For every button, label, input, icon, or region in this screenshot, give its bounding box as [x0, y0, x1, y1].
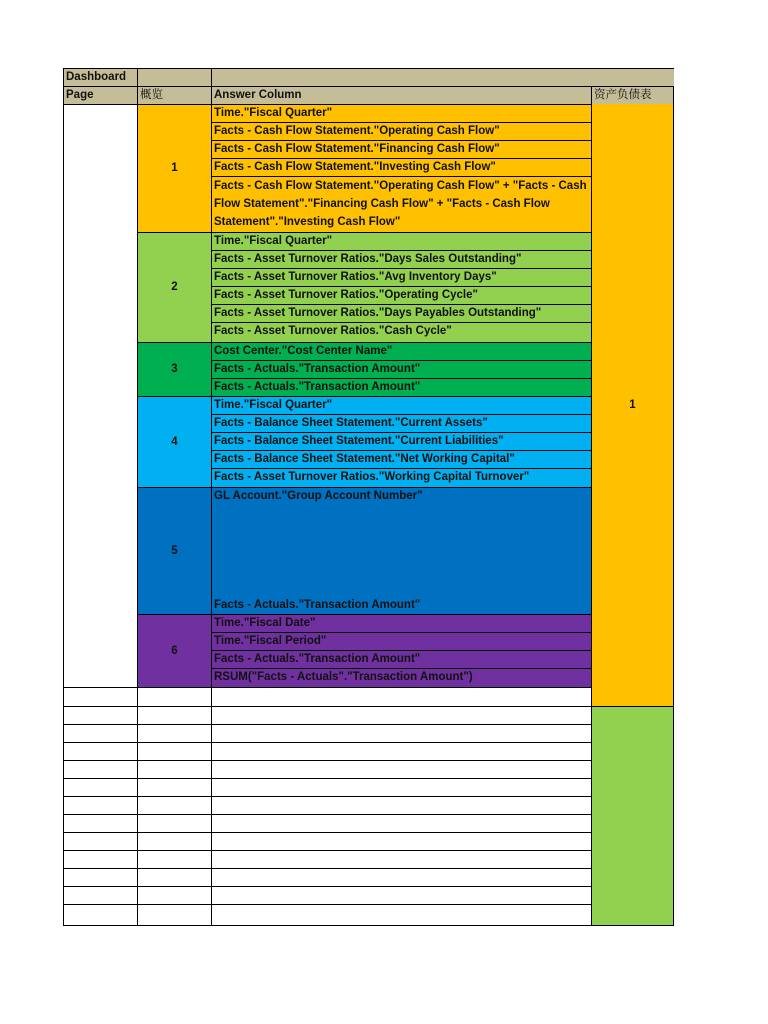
header-answer-column-cell[interactable]: [211, 86, 592, 105]
answer-row[interactable]: [211, 158, 592, 177]
balance-sheet-value-cell[interactable]: [591, 104, 674, 707]
answer-text: Time."Fiscal Quarter": [214, 235, 333, 247]
balance-sheet-value: 1: [629, 398, 636, 411]
empty-row[interactable]: [63, 742, 592, 761]
page-column-cell[interactable]: [63, 104, 138, 688]
answer-text: Time."Fiscal Quarter": [214, 107, 333, 119]
page-label: Page: [66, 89, 94, 101]
answer-text: Facts - Asset Turnover Ratios."Days Sales Outstanding": [214, 253, 522, 265]
answer-text: Time."Fiscal Quarter": [214, 399, 333, 411]
answer-text: Facts - Balance Sheet Statement."Current Assets": [214, 417, 488, 429]
column-divider: [211, 687, 212, 926]
answer-text: Facts - Asset Turnover Ratios."Avg Inventory Days": [214, 271, 497, 283]
empty-row[interactable]: [63, 814, 592, 833]
answer-text: GL Account."Group Account Number": [214, 490, 423, 502]
group-5-number-cell[interactable]: [137, 487, 212, 615]
header-page-cell[interactable]: [63, 86, 138, 105]
empty-row[interactable]: [63, 724, 592, 743]
answer-text: Facts - Cash Flow Statement."Operating Cash Flow" + "Facts - Cash Flow Statement"."Financing Cash Flow" + "Facts - Cash Flow Statement"."Investing Cash Flow": [214, 180, 587, 228]
header-blank-cell-2[interactable]: [211, 68, 674, 87]
group-number: 1: [171, 162, 178, 174]
answer-row[interactable]: [211, 487, 592, 615]
balance-sheet-lower-cell[interactable]: [591, 706, 674, 926]
group-number: 3: [171, 363, 178, 375]
answer-text: Facts - Asset Turnover Ratios."Days Payables Outstanding": [214, 307, 542, 319]
answer-row[interactable]: [211, 268, 592, 287]
empty-row[interactable]: [63, 796, 592, 815]
answer-text: Facts - Asset Turnover Ratios."Cash Cycle": [214, 325, 452, 337]
empty-row[interactable]: [63, 778, 592, 797]
answer-text: Facts - Cash Flow Statement."Operating Cash Flow": [214, 125, 500, 137]
answer-row[interactable]: [211, 286, 592, 305]
answer-text: Facts - Balance Sheet Statement."Net Working Capital": [214, 453, 515, 465]
group-number: 5: [171, 544, 178, 557]
answer-row[interactable]: [211, 176, 592, 233]
answer-text: Facts - Actuals."Transaction Amount": [214, 363, 421, 375]
header-balance-sheet-cell[interactable]: [591, 86, 674, 105]
answer-row[interactable]: [211, 414, 592, 433]
group-2-number-cell[interactable]: [137, 232, 212, 343]
empty-row[interactable]: [63, 760, 592, 779]
empty-row[interactable]: [63, 850, 592, 869]
header-overview-cell[interactable]: [137, 86, 212, 105]
answer-text: Facts - Cash Flow Statement."Financing Cash Flow": [214, 143, 500, 155]
balance-sheet-label: 资产负债表: [594, 89, 652, 101]
answer-row[interactable]: [211, 232, 592, 251]
answer-row[interactable]: [211, 396, 592, 415]
answer-row[interactable]: [211, 104, 592, 123]
answer-row[interactable]: [211, 450, 592, 469]
empty-row[interactable]: [63, 706, 592, 725]
answer-row[interactable]: [211, 322, 592, 343]
answer-row[interactable]: [211, 140, 592, 159]
answer-text: Facts - Balance Sheet Statement."Current Liabilities": [214, 435, 504, 447]
header-dashboard-cell[interactable]: [63, 68, 138, 87]
dashboard-label: Dashboard: [66, 71, 127, 83]
answer-row[interactable]: [211, 614, 592, 633]
answer-text: Facts - Actuals."Transaction Amount": [214, 653, 421, 665]
overview-label: 概览: [140, 89, 163, 101]
empty-row[interactable]: [63, 904, 592, 926]
answer-row[interactable]: [211, 250, 592, 269]
group-number: 6: [171, 644, 178, 657]
answer-text: Facts - Asset Turnover Ratios."Working Capital Turnover": [214, 471, 530, 483]
answer-text: Time."Fiscal Date": [214, 617, 316, 629]
answer-row[interactable]: [211, 650, 592, 669]
empty-row[interactable]: [63, 832, 592, 851]
answer-text: Cost Center."Cost Center Name": [214, 345, 393, 357]
column-divider: [137, 687, 138, 926]
answer-column-label: Answer Column: [214, 89, 302, 101]
answer-row[interactable]: [211, 432, 592, 451]
group-1-number-cell[interactable]: [137, 104, 212, 233]
answer-text: Facts - Asset Turnover Ratios."Operating Cycle": [214, 289, 478, 301]
group-number: 4: [171, 435, 178, 448]
answer-text: RSUM("Facts - Actuals"."Transaction Amount"): [214, 671, 473, 683]
group-3-number-cell[interactable]: [137, 342, 212, 397]
answer-row[interactable]: [211, 668, 592, 688]
group-4-number-cell[interactable]: [137, 396, 212, 488]
answer-row[interactable]: [211, 342, 592, 361]
answer-row[interactable]: [211, 468, 592, 488]
group-6-number-cell[interactable]: [137, 614, 212, 688]
group-number: 2: [171, 281, 178, 293]
empty-row[interactable]: [63, 886, 592, 905]
answer-row[interactable]: [211, 632, 592, 651]
answer-text: Facts - Actuals."Transaction Amount": [214, 599, 421, 611]
answer-row[interactable]: [211, 378, 592, 397]
empty-row[interactable]: [63, 687, 592, 707]
empty-row[interactable]: [63, 868, 592, 887]
answer-text: Facts - Actuals."Transaction Amount": [214, 381, 421, 393]
header-blank-cell-1[interactable]: [137, 68, 212, 87]
answer-row[interactable]: [211, 360, 592, 379]
answer-text: Time."Fiscal Period": [214, 635, 327, 647]
answer-row[interactable]: [211, 304, 592, 323]
answer-row[interactable]: [211, 122, 592, 141]
answer-text: Facts - Cash Flow Statement."Investing Cash Flow": [214, 161, 496, 173]
